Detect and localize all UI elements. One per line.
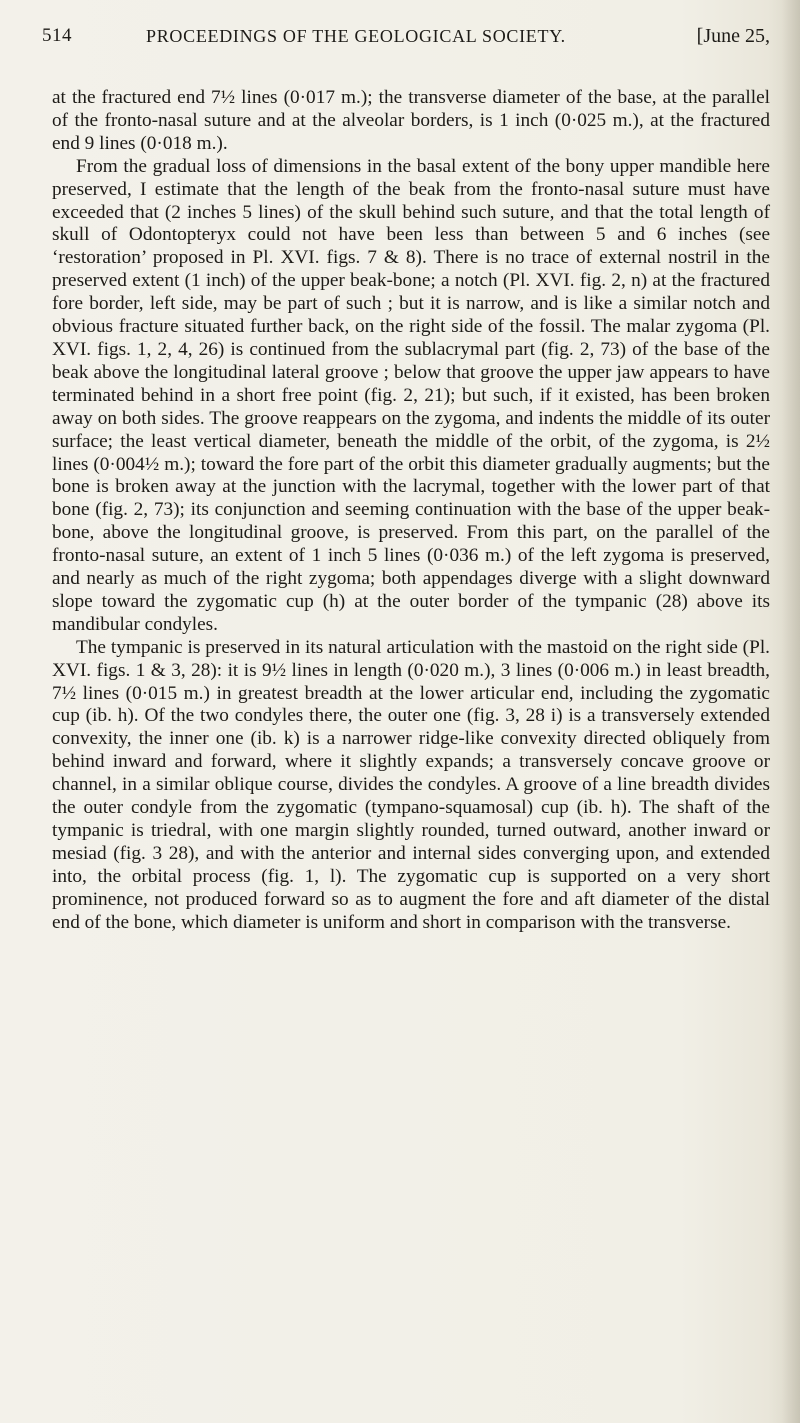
page-edge-shadow <box>782 0 800 1423</box>
paragraph: at the fractured end 7½ lines (0·017 m.); the transverse diameter of the base, at the parallel of the fronto-nasal suture and at the alveolar borders, is 1 inch (0·025 m.), at the fractured end 9 lines (0·018 m.). <box>52 87 770 154</box>
paragraph: The tympanic is preserved in its natural articulation with the mastoid on the right side (Pl. XVI. figs. 1 & 3, 28): it is 9½ lines in length (0·020 m.), 3 lines (0·006 m.) in least breadth, 7½ lines (0·015 m.) in greatest breadth at the lower articular end, including the zygomatic cup (ib. h). Of the two condyles there, the outer one (fig. 3, 28 i) is a transversely extended convexity, the inner one (ib. k) is a narrower ridge-like convexity directed obliquely from behind inward and forward, where it slightly expands; a transversely concave groove or channel, in a similar oblique course, divides the condyles. A groove of a line breadth divides the outer condyle from the zygomatic (tympano-squamosal) cup (ib. h). The shaft of the tympanic is triedral, with one margin slightly rounded, turned outward, another inward or mesiad (fig. 3 28), and with the anterior and internal sides converging upon, and extended into, the orbital process (fig. 1, l). The zygomatic cup is supported on a very short prominence, not produced forward so as to augment the fore and aft diameter of the distal end of the bone, which diameter is uniform and short in comparison with the transverse. <box>52 636 770 933</box>
page-number: 514 <box>42 25 72 46</box>
header-date: [June 25, <box>696 25 770 47</box>
running-head: PROCEEDINGS OF THE GEOLOGICAL SOCIETY. <box>146 26 566 46</box>
body-text <box>52 87 770 935</box>
paragraph: From the gradual loss of dimensions in the basal extent of the bony upper mandible here preserved, I estimate that the length of the beak from the fronto-nasal suture must have exceeded that (2 inches 5 lines) of the skull behind such suture, and that the total length of skull of Odontopteryx could not have been less than between 5 and 6 inches (see ‘restoration’ proposed in Pl. XVI. figs. 7 & 8). There is no trace of external nostril in the preserved extent (1 inch) of the upper beak-bone; a notch (Pl. XVI. fig. 2, n) at the fractured fore border, left side, may be part of such ; but it is narrow, and is like a similar notch and obvious fracture situated further back, on the right side of the fossil. The malar zygoma (Pl. XVI. figs. 1, 2, 4, 26) is continued from the sublacrymal part (fig. 2, 73) of the base of the beak above the longitudinal lateral groove ; below that groove the upper jaw appears to have terminated behind in a short free point (fig. 2, 21); but such, if it existed, has been broken away on both sides. The groove reappears on the zygoma, and indents the middle of its outer surface; the least vertical diameter, beneath the middle of the orbit, of the zygoma, is 2½ lines (0·004½ m.); toward the fore part of the orbit this diameter gradually augments; but the bone is broken away at the junction with the lacrymal, together with the lower part of that bone (fig. 2, 73); its conjunction and seeming continuation with the base of the upper beak-bone, above the longitudinal groove, is preserved. From this part, on the parallel of the fronto-nasal suture, an extent of 1 inch 5 lines (0·036 m.) of the left zygoma is preserved, and nearly as much of the right zygoma; both appendages diverge with a slight downward slope toward the zygomatic cup (h) at the outer border of the tympanic (28) above its mandibular condyles. <box>52 155 770 635</box>
page-header <box>42 22 770 50</box>
